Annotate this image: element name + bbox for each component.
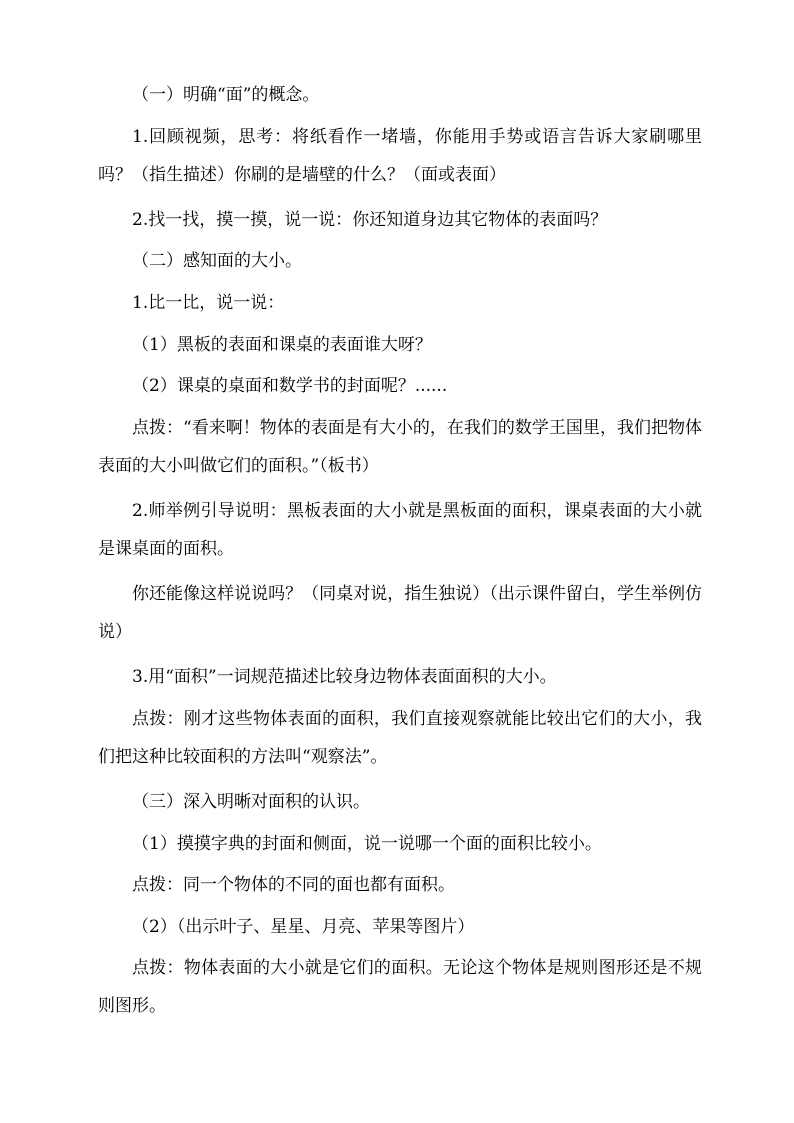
paragraph-10: 点拨：刚才这些物体表面的面积，我们直接观察就能比较出它们的大小，我们把这种比较面积的方法叫“观察法”。	[98, 709, 702, 767]
paragraph-1: 1.回顾视频，思考：将纸看作一堵墙，你能用手势或语言告诉大家刷哪里吗？（指生描述）你刷的是墙壁的什么？（面或表面）	[98, 127, 702, 185]
paragraph-9: 3.用“面积”一词规范描述比较身边物体表面面积的大小。	[132, 667, 557, 687]
paragraph-12: 点拨：同一个物体的不同的面也都有面积。	[132, 875, 455, 895]
paragraph-4: （1）黑板的表面和课桌的表面谁大呀？	[132, 335, 432, 355]
section-heading-3: （三）深入明晰对面积的认识。	[132, 792, 370, 812]
paragraph-2: 2.找一找，摸一摸，说一说：你还知道身边其它物体的表面吗？	[132, 210, 608, 230]
paragraph-8: 你还能像这样说说吗？（同桌对说，指生独说）（出示课件留白，学生举例仿说）	[98, 584, 702, 642]
section-heading-1: （一）明确“面”的概念。	[132, 85, 320, 105]
paragraph-13: （2）（出示叶子、星星、月亮、苹果等图片）	[132, 917, 475, 937]
section-heading-2: （二）感知面的大小。	[132, 251, 302, 271]
paragraph-7: 2.师举例引导说明：黑板表面的大小就是黑板面的面积，课桌表面的大小就是课桌面的面积。	[98, 501, 702, 559]
paragraph-3: 1.比一比，说一说：	[132, 293, 285, 313]
paragraph-11: （1）摸摸字典的封面和侧面，说一说哪一个面的面积比较小。	[132, 834, 602, 854]
paragraph-6: 点拨：“看来啊！物体的表面是有大小的，在我们的数学王国里，我们把物体表面的大小叫做它们的面积。”（板书）	[98, 418, 702, 476]
paragraph-14: 点拨：物体表面的大小就是它们的面积。无论这个物体是规则图形还是不规则图形。	[98, 958, 702, 1016]
paragraph-5: （2）课桌的桌面和数学书的封面呢？......	[132, 376, 448, 396]
